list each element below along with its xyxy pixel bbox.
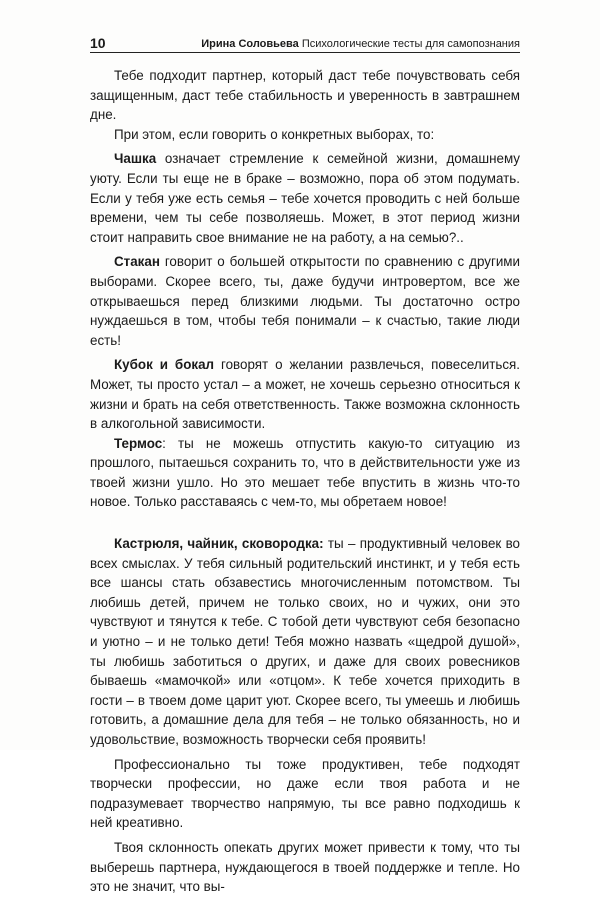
page-number: 10 [90,35,106,51]
paragraph-cup: Чашка означает стремление к семейной жизни, домашнему уюту. Если ты еще не в браке – возможно, пора об этом подумать. Если у тебя уже есть семья – тебе хочется проводить с ней больше времени, чем ты себе позволяешь. Может, в этот период жизни стоит направить свое внимание не на работу, а на семью?.. [90,151,520,245]
paragraph-cookware: Кастрюля, чайник, сковородка: ты – продуктивный человек во всех смыслах. У тебя сильный родительский инстинкт, и у тебя есть все шансы стать обзавестись многочисленным потомством. Ты любишь детей, причем не только своих, но и чужих, они это чувствуют и тянутся к тебе. С тобой дети чувствуют себя безопасно и уютно – и не только дети! Тебя можно назвать «щедрой душой», ты любишь заботиться о других, и даже для своих ровесников бываешь «мамочкой» или «отцом». К тебе хочется приходить в гости – в твоем доме царит уют. Скорее всего, ты умеешь и любишь готовить, а домашние дела для тебя – не только обязанность, но и удовольствие, возможность творчески себя проявить! [90,536,520,747]
running-header [90,30,520,53]
term-thermos: Термос [114,435,163,451]
paragraph-goblet: Кубок и бокал говорят о желании развлечься, повеселиться. Может, ты просто устал – а может, не хочешь серьезно относиться к жизни и брать на себя ответственность. Также возможна склонность в алкогольной зависимости. [90,357,520,432]
paragraph-glass: Стакан говорит о большей открытости по сравнению с другими выборами. Скорее всего, ты, даже будучи интровертом, все же открываешься перед близкими людьми. Ты достаточно остро нуждаешься в том, чтобы тебя понимали – к счастью, такие люди есть! [90,254,520,348]
book-title: Психологические тесты для самопознания [301,38,520,50]
body-text [90,66,520,897]
term-cup: Чашка [114,151,157,167]
paragraph-professional: Профессионально ты тоже продуктивен, тебе подходят творчески профессии, но даже если твоя работа и не подразумевает творчество напрямую, ты все равно подходишь к ней креативно. [90,756,520,831]
term-glass: Стакан [114,254,160,270]
term-goblet: Кубок и бокал [114,357,215,373]
paragraph-intro: Тебе подходит партнер, который даст тебе почувствовать себя защищенным, даст тебе стабильность и уверенность в завтрашнем дне. [90,68,520,123]
paragraph-choices-lead: При этом, если говорить о конкретных выборах, то: [114,126,435,142]
author-name: Ирина Соловьева [201,38,299,50]
term-cookware: Кастрюля, чайник, сковородка: [114,536,324,552]
running-head [201,38,520,50]
paragraph-thermos: Термос: ты не можешь отпустить какую-то ситуацию из прошлого, пытаешься сохранить то, что в действительности уже из твоей жизни ушло. Но это мешает тебе впустить в жизнь что-то новое. Только расставаясь с чем-то, мы обретаем новое! [90,435,520,510]
paragraph-partner: Твоя склонность опекать других может привести к тому, что ты выберешь партнера, нуждающегося в твоей поддержке и тепле. Но это не значит, что вы- [90,839,520,895]
